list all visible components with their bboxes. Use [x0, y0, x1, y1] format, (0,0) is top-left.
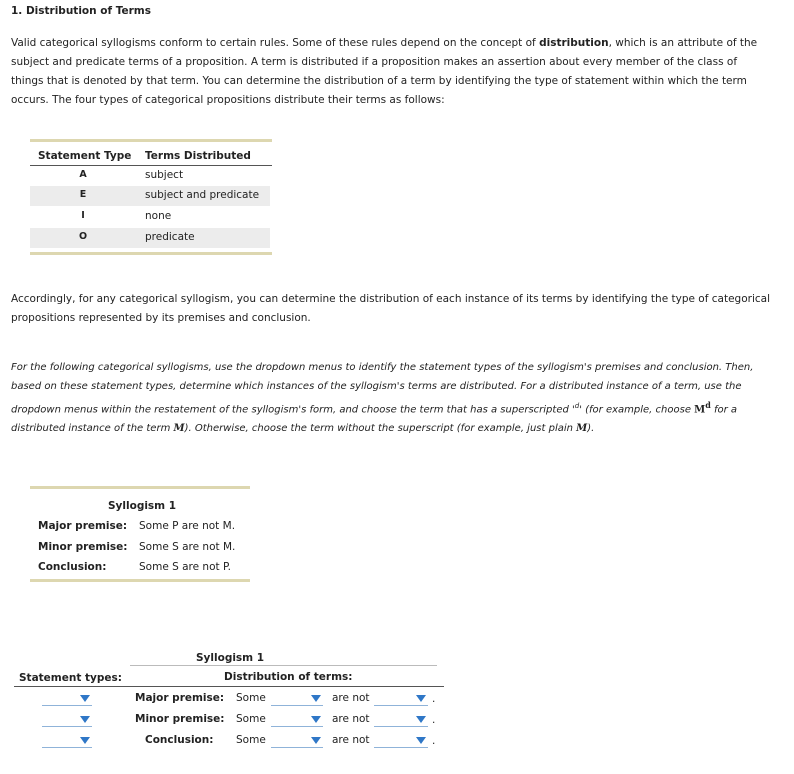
major-premise-value: Some P are not M. — [139, 520, 236, 532]
row-terms: predicate — [145, 231, 195, 243]
major-premise-word2: are not — [332, 692, 370, 704]
row-type: A — [79, 169, 87, 180]
conclusion-label: Conclusion: — [145, 734, 214, 746]
conclusion-label: Conclusion: — [38, 561, 107, 573]
chevron-down-icon — [416, 716, 426, 723]
major-premise-predicate-select[interactable] — [374, 691, 428, 706]
major-premise-label: Major premise: — [38, 520, 128, 532]
major-premise-label: Major premise: — [135, 692, 225, 704]
row-type: O — [78, 231, 88, 242]
table-top-rule — [30, 139, 272, 142]
conclusion-end: . — [432, 735, 436, 747]
syllogism-title: Syllogism 1 — [108, 500, 177, 512]
answer-title-rule — [130, 665, 437, 666]
minor-premise-word1: Some — [236, 713, 266, 725]
instructions-paragraph: For the following categorical syllogisms, use the dropdown menus to identify the statement types of the syllogism's premises and conclusion. Then, based on these statement types, determine which instances of the syllogism's terms are distributed. For a distributed instance of a term, use the dropdown menus within the restatement of the syllogism's form, and choose the term that has a superscripted '$^d$' (for example, choose $M^d$ for a distributed instance of the term M). Otherwise, choose the term without the superscript (for example, just plain M). — [11, 362, 754, 435]
major-premise-subject-select[interactable] — [271, 691, 323, 706]
conclusion-predicate-select[interactable] — [374, 733, 428, 748]
table-row — [30, 166, 270, 186]
chevron-down-icon — [311, 737, 321, 744]
syllogism-bottom-rule — [30, 579, 250, 582]
row-type: I — [81, 210, 85, 221]
minor-premise-subject-select[interactable] — [271, 712, 323, 727]
minor-premise-predicate-select[interactable] — [374, 712, 428, 727]
minor-premise-word2: are not — [332, 713, 370, 725]
table-bottom-rule — [30, 252, 272, 255]
header-statement-type: Statement Type — [38, 150, 132, 162]
header-terms-distributed: Terms Distributed — [145, 150, 251, 162]
accordingly-paragraph: Accordingly, for any categorical syllogism, you can determine the distribution of each instance of its terms by identifying the type of categorical propositions represented by its premises and conclusion. — [11, 293, 770, 324]
row-terms: subject and predicate — [145, 189, 260, 201]
major-premise-end: . — [432, 693, 436, 705]
syllogism-top-rule — [30, 486, 250, 489]
conclusion-value: Some S are not P. — [139, 561, 232, 573]
minor-premise-value: Some S are not M. — [139, 541, 236, 553]
page-title: 1. Distribution of Terms — [11, 5, 151, 17]
table-row — [30, 207, 270, 227]
chevron-down-icon — [416, 737, 426, 744]
conclusion-word1: Some — [236, 734, 266, 746]
chevron-down-icon — [80, 716, 90, 723]
row-terms: none — [145, 210, 172, 222]
table-row — [30, 186, 270, 206]
distribution-header: Distribution of terms: — [224, 671, 353, 683]
minor-premise-end: . — [432, 714, 436, 726]
answer-title: Syllogism 1 — [196, 652, 265, 664]
row-terms: subject — [145, 169, 184, 181]
chevron-down-icon — [80, 737, 90, 744]
conclusion-word2: are not — [332, 734, 370, 746]
major-premise-type-select[interactable] — [42, 691, 92, 706]
major-premise-word1: Some — [236, 692, 266, 704]
minor-premise-label: Minor premise: — [135, 713, 225, 725]
chevron-down-icon — [80, 695, 90, 702]
statement-types-header: Statement types: — [19, 672, 122, 684]
chevron-down-icon — [311, 716, 321, 723]
row-type: E — [79, 189, 87, 200]
intro-paragraph: Valid categorical syllogisms conform to certain rules. Some of these rules depend on the concept of distribution, which is an attribute of the subject and predicate terms of a proposition. A term is distributed if a proposition makes an assertion about every member of the class of things that is denoted by that term. You can determine the distribution of a term by identifying the type of statement within which the term occurs. The four types of categorical propositions distribute their terms as follows: — [11, 37, 758, 106]
chevron-down-icon — [311, 695, 321, 702]
conclusion-type-select[interactable] — [42, 733, 92, 748]
minor-premise-label: Minor premise: — [38, 541, 128, 553]
answer-header-rule — [14, 686, 444, 687]
conclusion-subject-select[interactable] — [271, 733, 323, 748]
minor-premise-type-select[interactable] — [42, 712, 92, 727]
chevron-down-icon — [416, 695, 426, 702]
table-row — [30, 228, 270, 248]
